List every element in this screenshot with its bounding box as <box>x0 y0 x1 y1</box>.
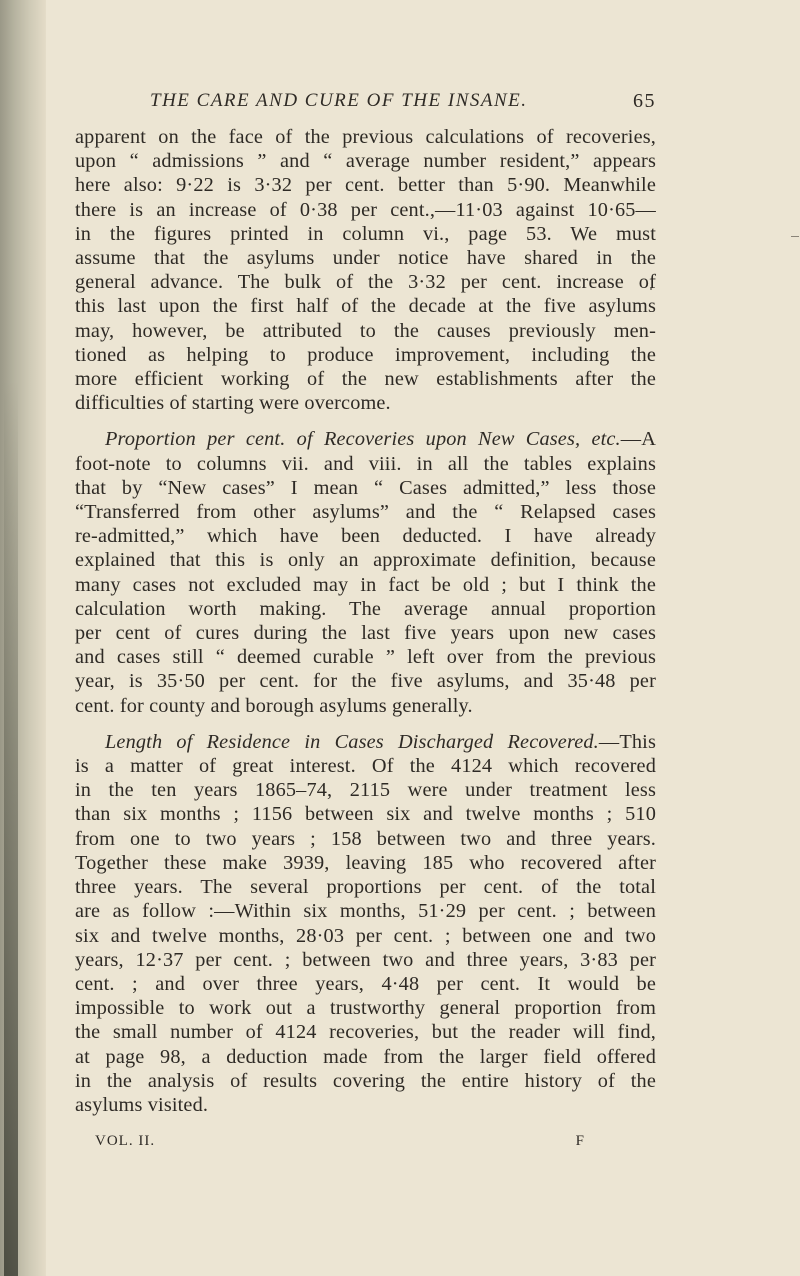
text-line: in the figures printed in column vi., page 53. We must <box>75 222 656 245</box>
text-line: six and twelve months, 28·03 per cent. ; between one and two <box>75 924 656 947</box>
paragraph-length-of-residence <box>75 730 656 1117</box>
paragraph-new-cases <box>75 427 656 717</box>
paragraph-recoveries-comparison <box>75 125 656 415</box>
paragraph-first-line <box>75 427 656 451</box>
text-line: at page 98, a deduction made from the larger field offered <box>75 1045 656 1068</box>
section-heading-length-of-residence: Length of Residence in Cases Discharged Recovered. <box>105 730 599 753</box>
text-line: general advance. The bulk of the 3·32 per cent. increase of <box>75 271 656 294</box>
heading-continuation: —A <box>620 428 656 451</box>
running-header <box>150 90 660 120</box>
text-line: the small number of 4124 recoveries, but the reader will find, <box>75 1021 656 1044</box>
text-line: assume that the asylums under notice have shared in the <box>75 247 656 270</box>
section-heading-new-cases: Proportion per cent. of Recoveries upon New Cases, etc. <box>105 428 621 451</box>
gathering-letter: F <box>575 1133 585 1149</box>
binding-gutter-shadow <box>4 380 18 1276</box>
text-line: “Transferred from other asylums” and the “ Relapsed cases <box>75 501 656 524</box>
text-line: impossible to work out a trustworthy general proportion from <box>75 997 656 1020</box>
text-line: explained that this is only an approximate definition, because <box>75 549 656 572</box>
text-line: than six months ; 1156 between six and twelve months ; 510 <box>75 803 656 826</box>
text-line: re-admitted,” which have been deducted. I have already <box>75 525 656 548</box>
text-line: apparent on the face of the previous calculations of recoveries, <box>75 126 656 148</box>
text-line: asylums visited. <box>75 1093 209 1116</box>
text-line: upon “ admissions ” and “ average number resident,” appears <box>75 150 656 173</box>
text-line: tioned as helping to produce improvement, including the <box>75 343 656 366</box>
page-number: 65 <box>633 90 656 112</box>
text-line: cent. for county and borough asylums generally. <box>75 694 473 717</box>
text-line: foot-note to columns vii. and viii. in all the tables explains <box>75 452 656 475</box>
text-line: three years. The several proportions per cent. of the total <box>75 876 656 899</box>
paragraph-first-line <box>75 730 656 754</box>
text-line: here also: 9·22 is 3·32 per cent. better than 5·90. Meanwhile <box>75 174 656 197</box>
text-line: are as follow :—Within six months, 51·29 per cent. ; between <box>75 900 656 923</box>
text-line: in the analysis of results covering the entire history of the <box>75 1069 656 1092</box>
text-line: more efficient working of the new establishments after the <box>75 368 656 391</box>
text-line: year, is 35·50 per cent. for the five asylums, and 35·48 per <box>75 670 656 693</box>
text-line: in the ten years 1865–74, 2115 were under treatment less <box>75 779 656 802</box>
text-line: and cases still “ deemed curable ” left over from the previous <box>75 646 656 669</box>
text-line: years, 12·37 per cent. ; between two and three years, 3·83 per <box>75 948 656 971</box>
margin-speck <box>791 236 799 237</box>
text-line: from one to two years ; 158 between two and three years. <box>75 827 656 850</box>
heading-continuation: —This <box>598 730 656 753</box>
text-line: many cases not excluded may in fact be old ; but I think the <box>75 573 656 596</box>
text-line: difficulties of starting were overcome. <box>75 392 391 415</box>
text-line: cent. ; and over three years, 4·48 per cent. It would be <box>75 972 656 995</box>
text-line: there is an increase of 0·38 per cent.,—11·03 against 10·65— <box>75 198 656 221</box>
volume-signature: VOL. II. <box>95 1133 156 1149</box>
text-line: Together these make 3939, leaving 185 who recovered after <box>75 851 656 874</box>
text-line: may, however, be attributed to the causes previously men- <box>75 319 656 342</box>
text-line: that by “New cases” I mean “ Cases admitted,” less those <box>75 476 656 499</box>
page-body <box>75 125 656 1117</box>
text-line: is a matter of great interest. Of the 4124 which recovered <box>75 755 656 778</box>
page-footer <box>95 1133 585 1155</box>
text-line: per cent of cures during the last five years upon new cases <box>75 622 656 645</box>
text-line: this last upon the first half of the decade at the five asylums <box>75 295 656 318</box>
running-title: THE CARE AND CURE OF THE INSANE. <box>150 90 528 111</box>
text-line: calculation worth making. The average annual proportion <box>75 597 656 620</box>
